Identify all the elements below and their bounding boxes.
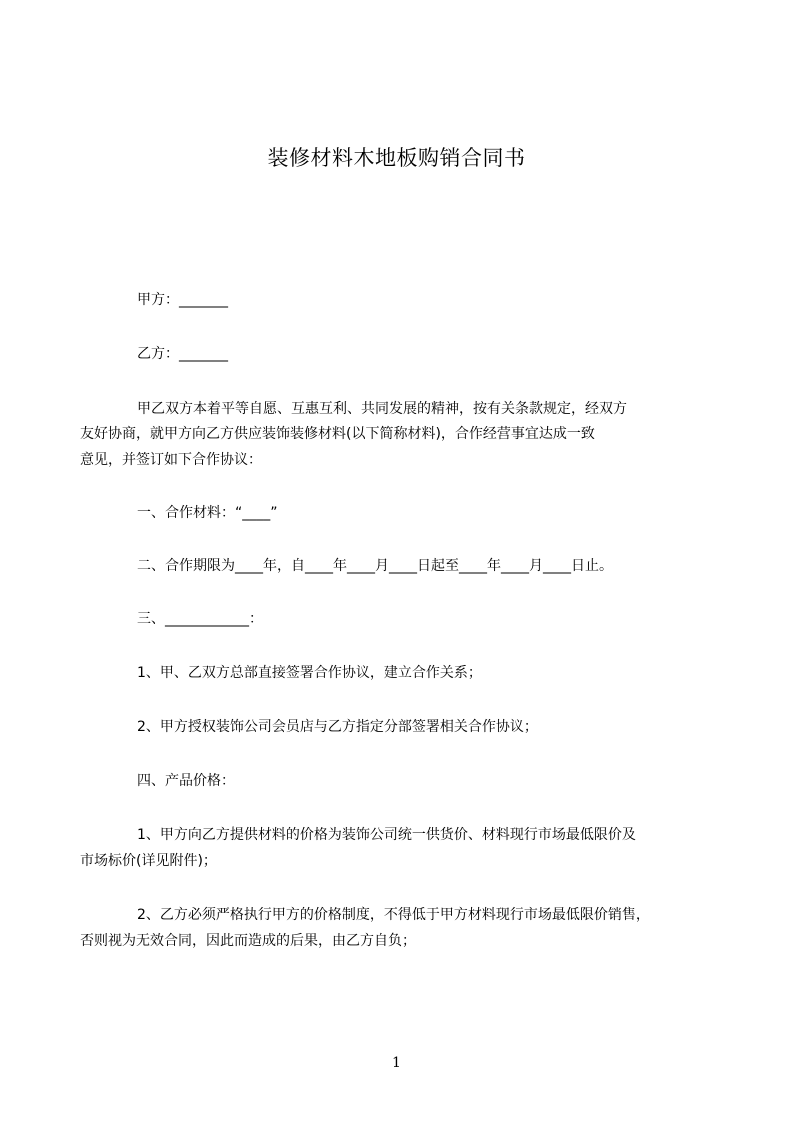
- party-a-line: 甲方：_______: [137, 292, 228, 308]
- document-title: 装修材料木地板购销合同书: [267, 146, 526, 170]
- page-number: 1: [392, 1055, 401, 1071]
- section-3-item-2: 2、甲方授权装饰公司会员店与乙方指定分部签署相关合作协议；: [137, 719, 538, 735]
- intro-line-2: 友好协商，就甲方向乙方供应装饰装修材料(以下简称材料)，合作经营事宜达成一致: [80, 426, 595, 442]
- section-2-heading: 二、合作期限为____年，自____年____月____日起至____年____月____日止。: [137, 558, 613, 574]
- section-4-item-2-line-2: 否则视为无效合同，因此而造成的后果，由乙方自负；: [80, 933, 416, 949]
- section-3-item-1: 1、甲、乙双方总部直接签署合作协议，建立合作关系；: [137, 665, 482, 681]
- intro-line-1: 甲乙双方本着平等自愿、互惠互利、共同发展的精神，按有关条款规定，经双方: [137, 401, 627, 417]
- intro-line-3: 意见，并签订如下合作协议：: [80, 452, 262, 468]
- section-4-item-1-line-2: 市场标价(详见附件)；: [80, 853, 217, 869]
- section-4-heading: 四、产品价格：: [137, 773, 235, 789]
- section-4-item-1-line-1: 1、甲方向乙方提供材料的价格为装饰公司统一供货价、材料现行市场最低限价及: [137, 827, 636, 843]
- section-3-heading: 三、____________：: [137, 611, 263, 627]
- party-b-line: 乙方：_______: [137, 346, 228, 362]
- section-1-heading: 一、合作材料：“____”: [137, 505, 278, 521]
- section-4-item-2-line-1: 2、乙方必须严格执行甲方的价格制度，不得低于甲方材料现行市场最低限价销售，: [137, 907, 650, 923]
